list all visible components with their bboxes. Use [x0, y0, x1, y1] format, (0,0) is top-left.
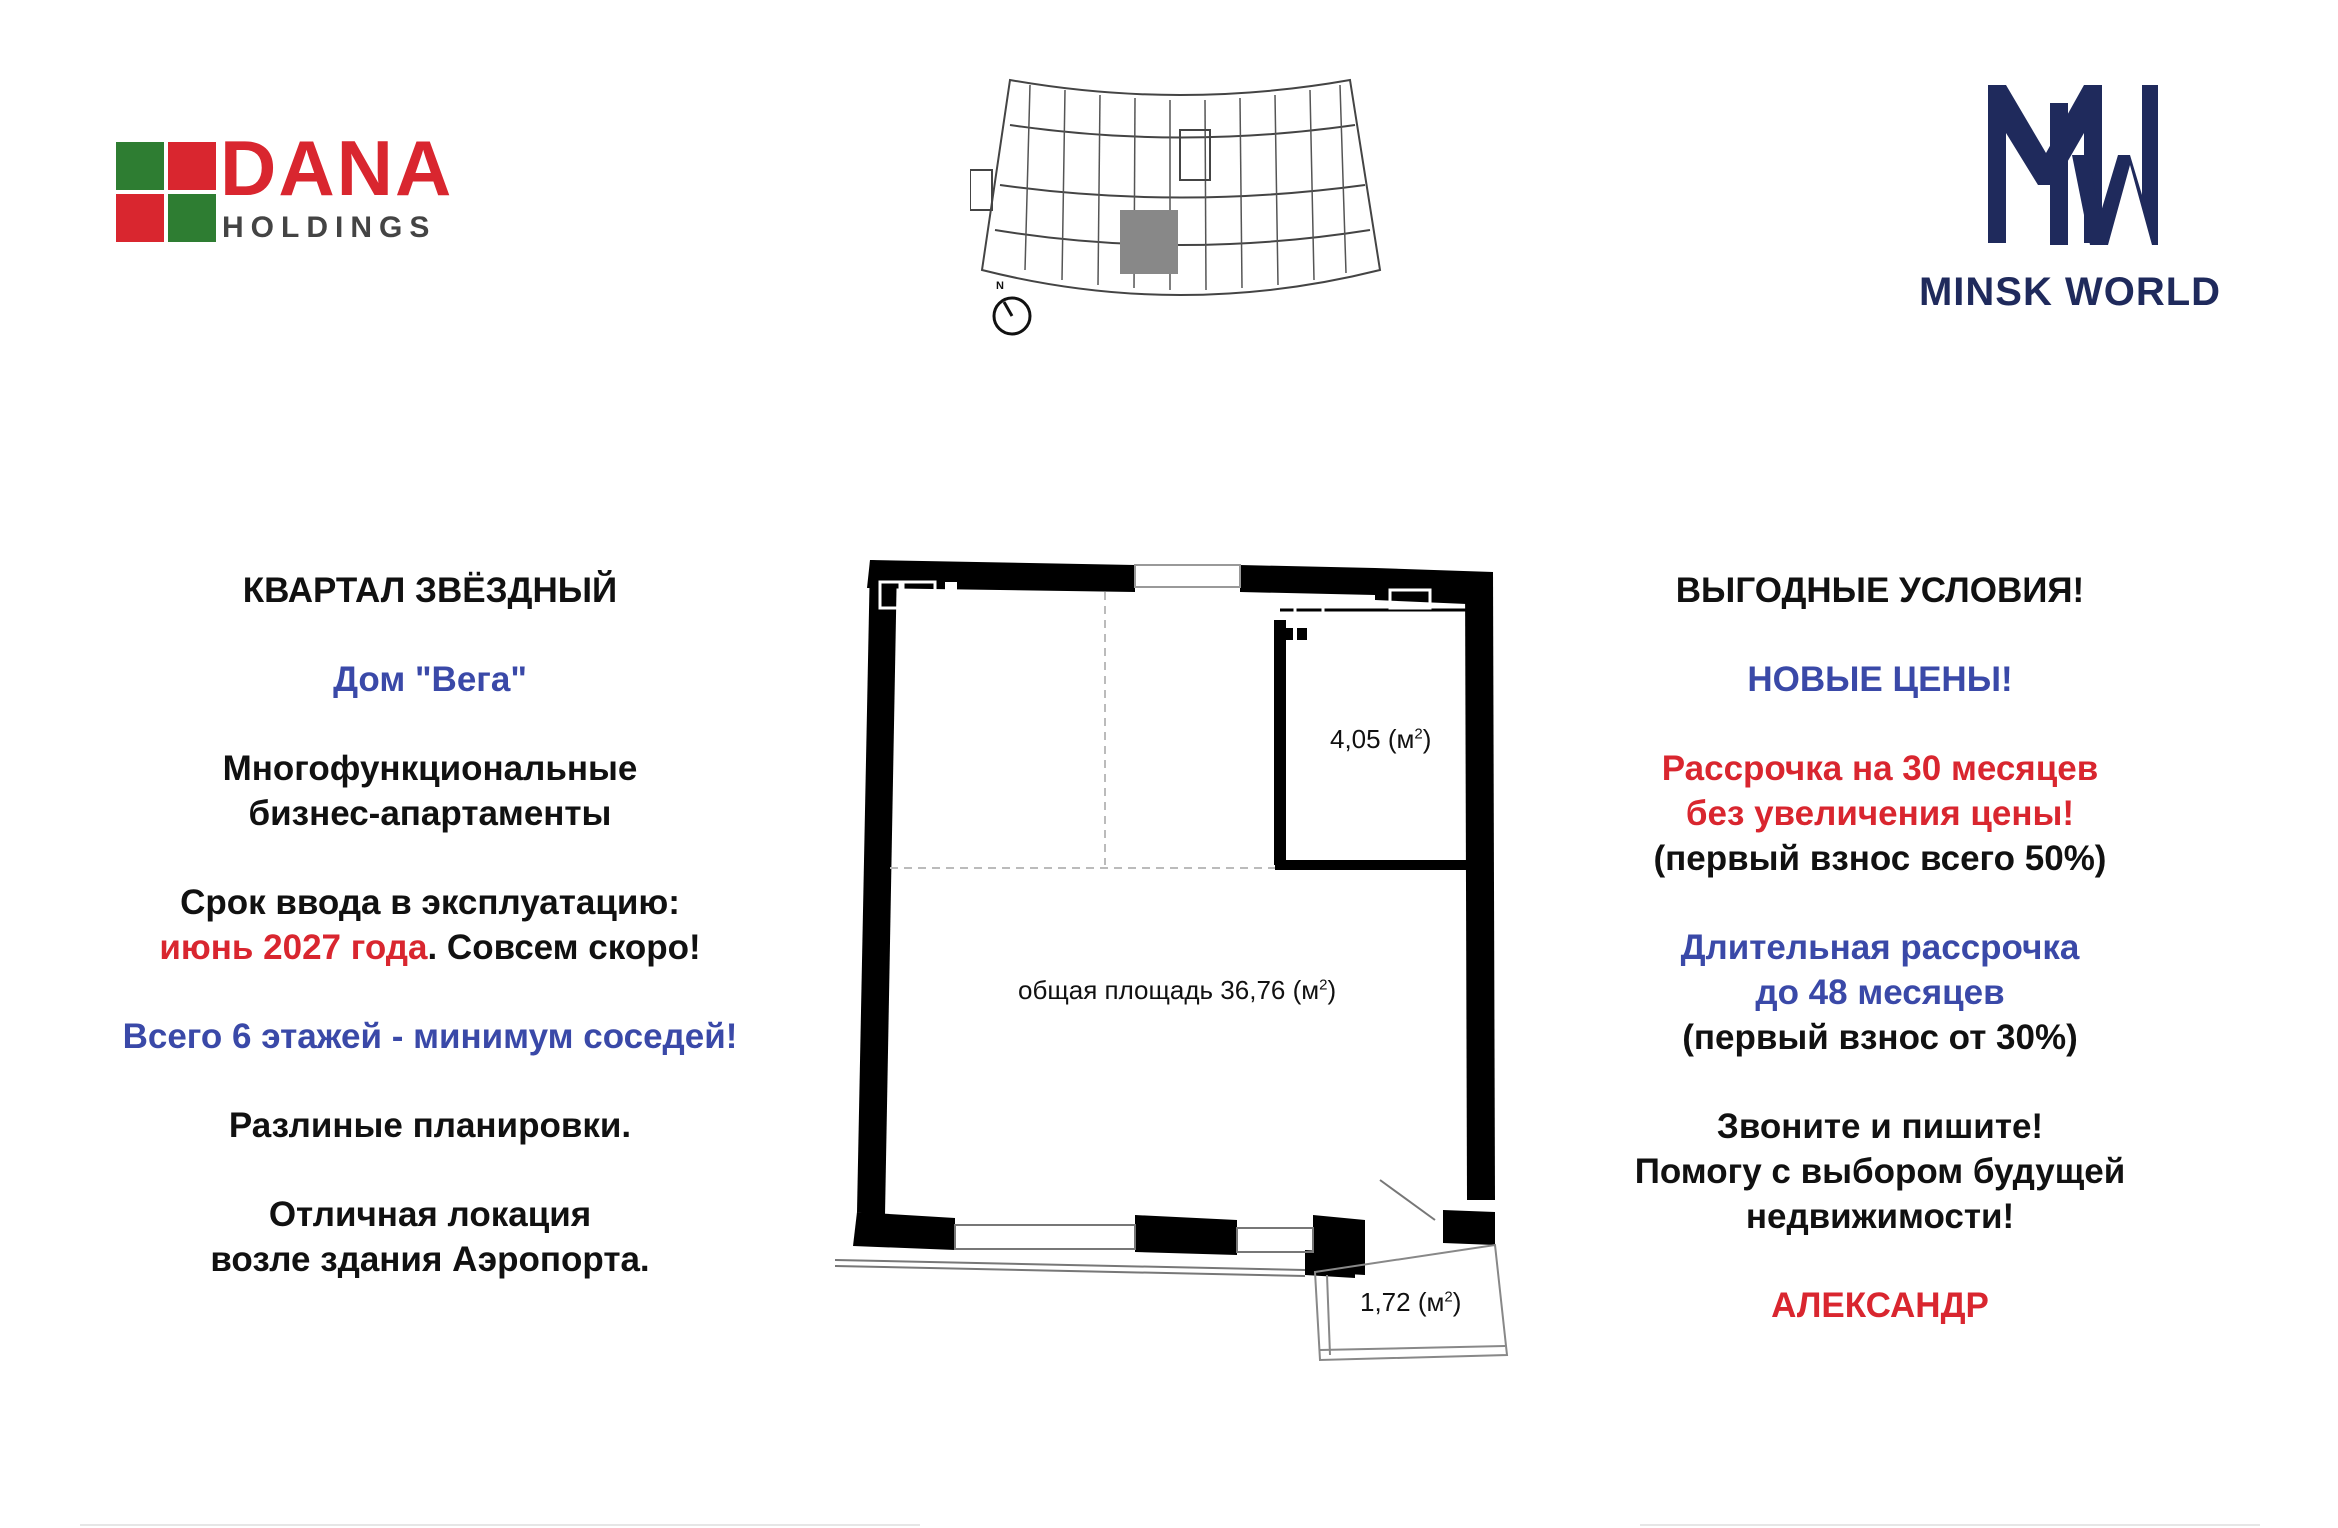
right-info-column — [1530, 568, 2230, 1372]
mw-caption: MINSK WORLD — [1918, 270, 2222, 314]
installment-30 — [1530, 746, 2230, 881]
property-type — [80, 746, 780, 836]
property-type-line1: Многофункциональные — [222, 749, 638, 788]
dana-subtitle: HOLDINGS — [222, 211, 437, 244]
balcony-area-value: 1,72 (м — [1360, 1287, 1445, 1317]
apartment-floor-plan — [835, 560, 1525, 1380]
unit-sup-2: 2 — [1319, 976, 1328, 994]
conditions-title: ВЫГОДНЫЕ УСЛОВИЯ! — [1675, 571, 2085, 610]
left-info-column — [80, 568, 780, 1326]
unit-sup-3: 2 — [1444, 1288, 1453, 1306]
completion-term-label: Срок ввода в эксплуатацию: — [180, 883, 680, 922]
installment-48-line1: Длительная рассрочка — [1680, 928, 2080, 967]
contact-line3: недвижимости! — [1745, 1197, 2015, 1236]
balcony-area — [1360, 1287, 1461, 1318]
footer-divider-right — [1640, 1524, 2260, 1526]
layouts-info: Разлиные планировки. — [228, 1106, 632, 1145]
total-area — [1018, 975, 1336, 1006]
compass — [990, 280, 1040, 340]
small-room-area-value: 4,05 (м — [1330, 724, 1415, 754]
installment-48-line2: до 48 месяцев — [1755, 973, 2005, 1012]
location-line1: Отличная локация — [268, 1195, 592, 1234]
small-room-area — [1330, 724, 1431, 755]
agent-name: АЛЕКСАНДР — [1771, 1286, 1989, 1325]
unit-close-2: ) — [1327, 975, 1337, 1005]
contact-line1: Звоните и пишите! — [1716, 1107, 2044, 1146]
location-line2: возле здания Аэропорта. — [210, 1240, 650, 1279]
mw-monogram-icon — [1980, 75, 2160, 255]
installment-48-note: (первый взнос от 30%) — [1682, 1018, 2078, 1057]
dana-holdings-logo — [116, 124, 486, 247]
footer-divider-left — [80, 1524, 920, 1526]
complex-title: КВАРТАЛ ЗВЁЗДНЫЙ — [242, 571, 618, 610]
unit-close-1: ) — [1422, 724, 1432, 754]
completion-term — [80, 880, 780, 970]
floors-info: Всего 6 этажей - минимум соседей! — [122, 1017, 738, 1056]
new-prices: НОВЫЕ ЦЕНЫ! — [1747, 660, 2013, 699]
completion-date: июнь 2027 года — [159, 928, 428, 967]
completion-suffix: . Совсем скоро! — [427, 928, 701, 967]
installment-30-line2: без увеличения цены! — [1685, 794, 2075, 833]
installment-30-line1: Рассрочка на 30 месяцев — [1661, 749, 2099, 788]
installment-48 — [1530, 925, 2230, 1060]
total-area-value: общая площадь 36,76 (м — [1018, 975, 1320, 1005]
compass-icon — [990, 294, 1034, 338]
minsk-world-logo — [1890, 70, 2250, 330]
unit-sup-1: 2 — [1414, 725, 1423, 743]
location-info — [80, 1192, 780, 1282]
property-type-line2: бизнес-апартаменты — [248, 794, 612, 833]
contact-line2: Помогу с выбором будущей — [1634, 1152, 2126, 1191]
highlighted-unit — [1120, 210, 1178, 274]
house-name: Дом "Вега" — [333, 660, 527, 699]
unit-close-3: ) — [1452, 1287, 1462, 1317]
compass-north-label: N — [996, 280, 1004, 292]
installment-30-note: (первый взнос всего 50%) — [1653, 839, 2107, 878]
dana-wordmark: DANA — [220, 124, 454, 212]
contact-call — [1530, 1104, 2230, 1239]
